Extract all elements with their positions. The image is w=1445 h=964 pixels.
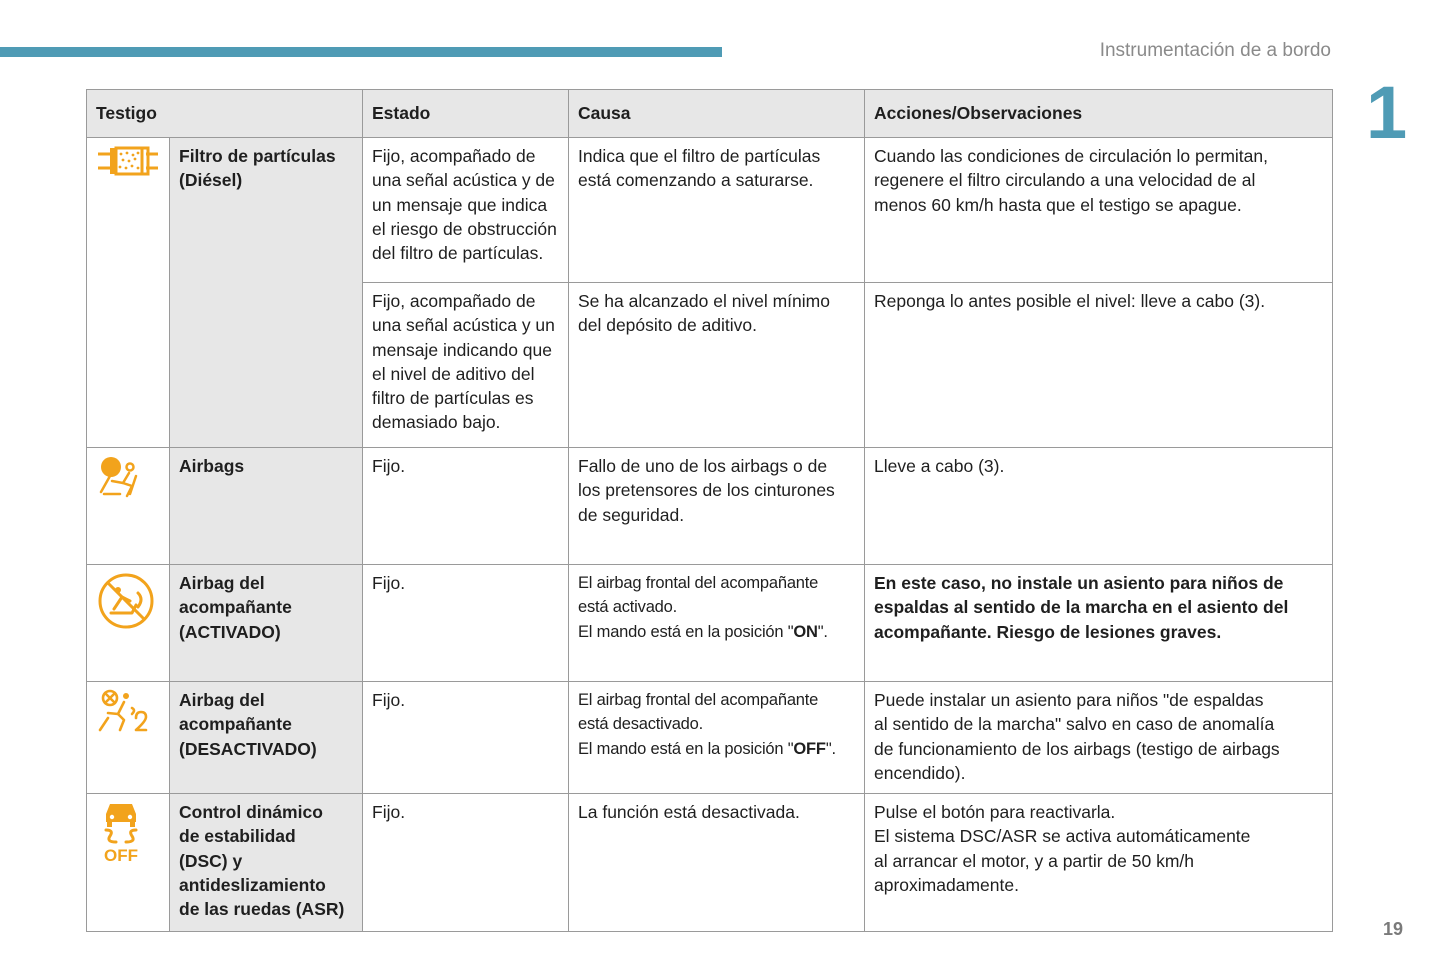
causa-cell: El airbag frontal del acompañante está desactivado. El mando está en la posición "OFF". <box>569 682 865 794</box>
header-estado: Estado <box>363 90 569 138</box>
estado-cell: Fijo. <box>363 448 569 565</box>
acciones-cell: En este caso, no instale un asiento para niños de espaldas al sentido de la marcha en el asiento del acompañante. Riesgo de lesiones graves. <box>865 565 1333 682</box>
estado-cell: Fijo. <box>363 682 569 794</box>
acciones-cell: Reponga lo antes posible el nivel: lleve a cabo (3). <box>865 283 1333 448</box>
estado-cell: Fijo, acompañado de una señal acústica y un mensaje indicando que el nivel de aditivo del filtro de partículas es demasiado bajo. <box>363 283 569 448</box>
header-testigo: Testigo <box>87 90 363 138</box>
warning-name-cell: Airbags <box>170 448 363 565</box>
particle-filter-icon <box>96 144 160 178</box>
table-row <box>87 682 1333 794</box>
warning-name-cell: Airbag del acompañante (ACTIVADO) <box>170 565 363 682</box>
icon-cell <box>87 448 170 565</box>
header-accent-bar <box>0 47 722 57</box>
warning-name-cell: Airbag del acompañante (DESACTIVADO) <box>170 682 363 794</box>
acciones-cell: Lleve a cabo (3). <box>865 448 1333 565</box>
acciones-cell: Pulse el botón para reactivarla. El sistema DSC/ASR se activa automáticamente al arrancar el motor, y a partir de 50 km/h aproximadamente. <box>865 794 1333 932</box>
table-row <box>87 138 1333 283</box>
header-acciones: Acciones/Observaciones <box>865 90 1333 138</box>
estado-cell: Fijo. <box>363 794 569 932</box>
icon-cell <box>87 682 170 794</box>
icon-cell <box>87 565 170 682</box>
section-title: Instrumentación de a bordo <box>1099 40 1331 61</box>
icon-cell <box>87 794 170 932</box>
causa-cell: Fallo de uno de los airbags o de los pretensores de los cinturones de seguridad. <box>569 448 865 565</box>
mando-value: ON <box>793 622 818 641</box>
estado-cell: Fijo. <box>363 565 569 682</box>
causa-cell: Se ha alcanzado el nivel mínimo del depósito de aditivo. <box>569 283 865 448</box>
header-causa: Causa <box>569 90 865 138</box>
mando-value: OFF <box>793 739 826 758</box>
causa-cell: La función está desactivada. <box>569 794 865 932</box>
estado-cell: Fijo, acompañado de una señal acústica y de un mensaje que indica el riesgo de obstrucción del filtro de partículas. <box>363 138 569 283</box>
warning-lights-table <box>86 89 1333 932</box>
passenger-airbag-off-icon <box>96 688 148 734</box>
chapter-number: 1 <box>1366 71 1408 154</box>
acciones-cell: Cuando las condiciones de circulación lo permitan, regenere el filtro circulando a una velocidad de al menos 60 km/h hasta que el testigo se apague. <box>865 138 1333 283</box>
table-row <box>87 448 1333 565</box>
causa-cell: Indica que el filtro de partículas está comenzando a saturarse. <box>569 138 865 283</box>
warning-name-cell: Control dinámico de estabilidad (DSC) y antideslizamiento de las ruedas (ASR) <box>170 794 363 932</box>
airbag-icon <box>96 454 144 500</box>
icon-cell <box>87 138 170 448</box>
acciones-cell: Puede instalar un asiento para niños "de espaldas al sentido de la marcha" salvo en caso de anomalía de funcionamiento de los airbags (testigo de airbags encendido). <box>865 682 1333 794</box>
page-number: 19 <box>1383 919 1404 939</box>
causa-cell: El airbag frontal del acompañante está activado. El mando está en la posición "ON". <box>569 565 865 682</box>
warning-name-cell: Filtro de partículas (Diésel) <box>170 138 363 448</box>
table-row <box>87 565 1333 682</box>
svg-text:OFF: OFF <box>104 846 138 865</box>
table-row <box>87 794 1333 932</box>
dsc-asr-off-icon <box>96 800 146 864</box>
table-header-row <box>87 90 1333 138</box>
passenger-airbag-on-icon <box>96 571 156 631</box>
